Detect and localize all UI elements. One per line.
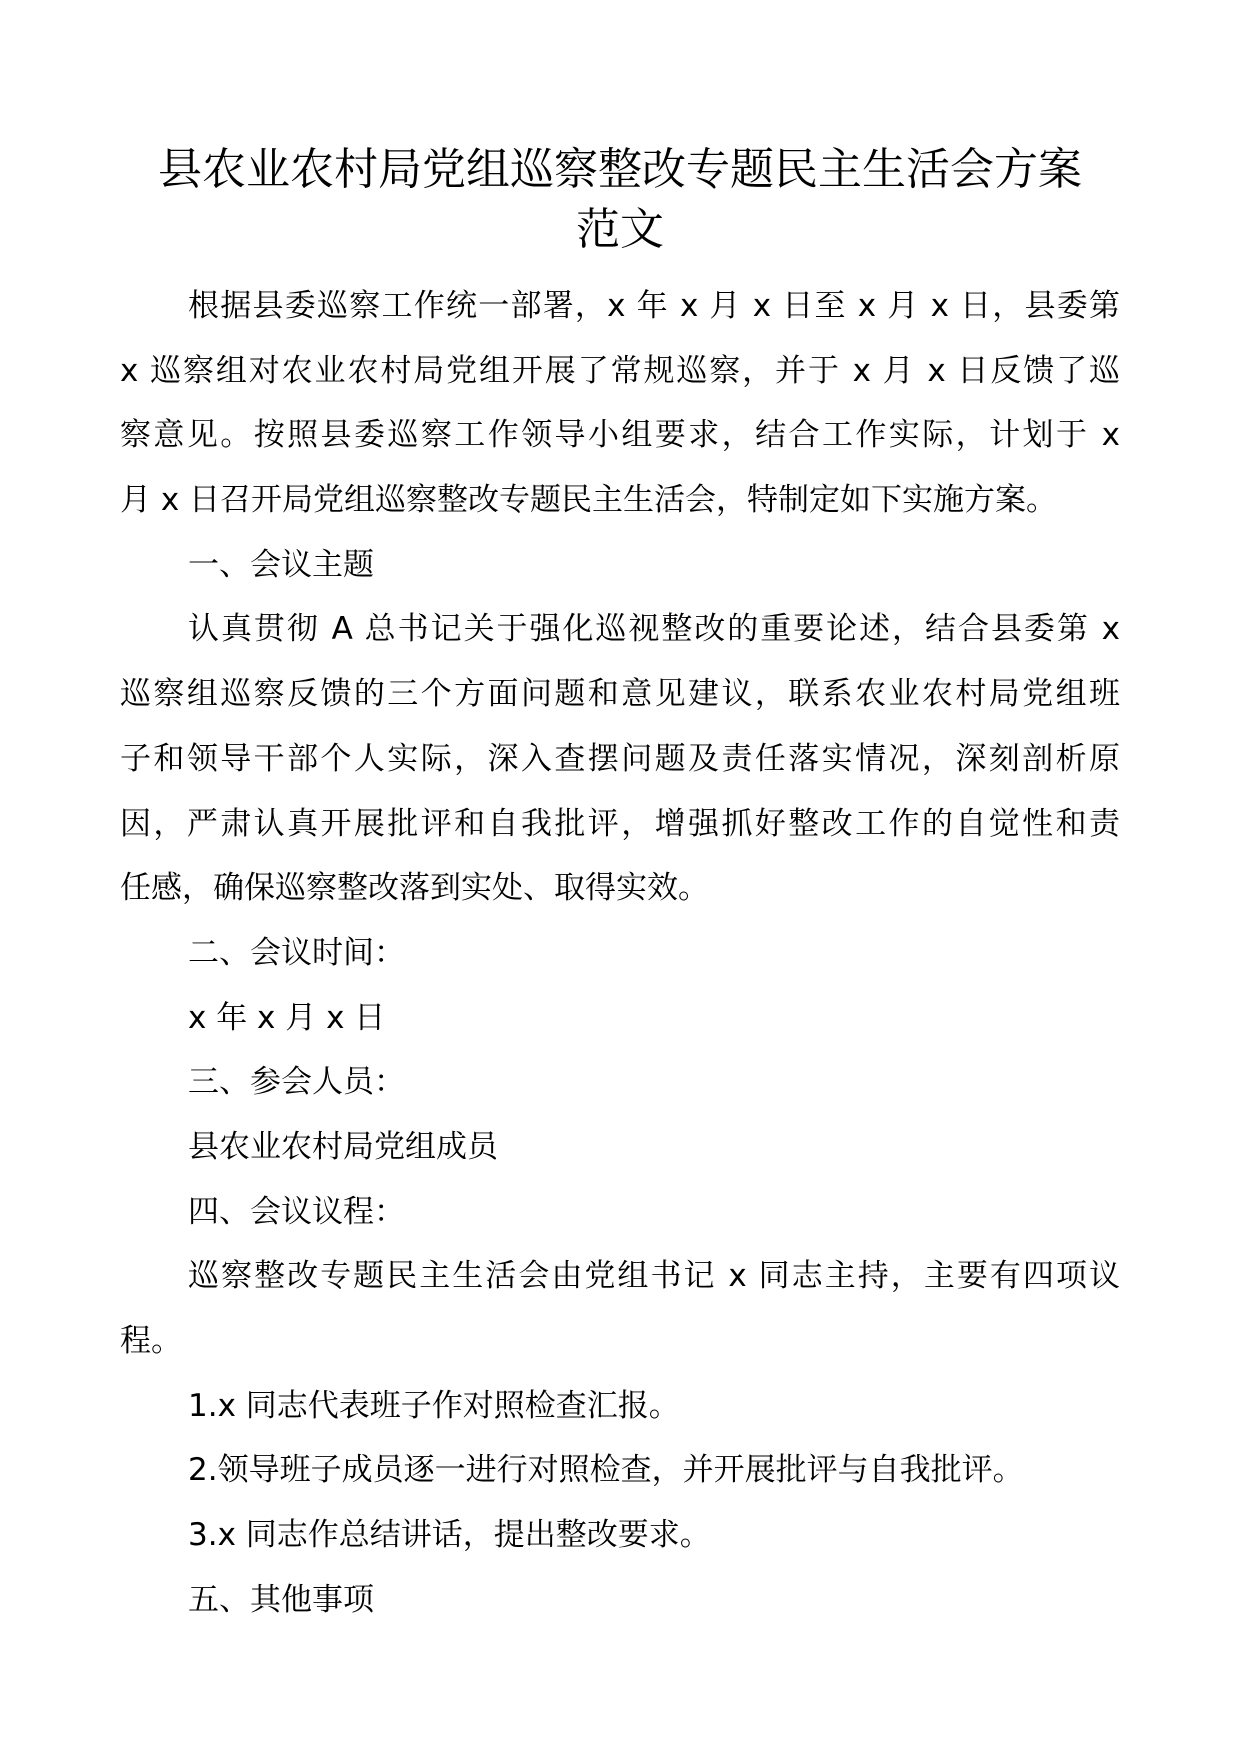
- text-line: 巡察组巡察反馈的三个方面问题和意见建议，联系农业农村局党组班: [120, 676, 1120, 713]
- agenda-item-3: 3.x 同志作总结讲话，提出整改要求。: [188, 1517, 711, 1554]
- agenda-item-1: 1.x 同志代表班子作对照检查汇报。: [188, 1387, 680, 1424]
- section-heading-time: 二、会议时间：: [188, 934, 405, 971]
- text-line: x 巡察组对农业农村局党组开展了常规巡察，并于 x 月 x 日反馈了巡: [120, 352, 1120, 389]
- text-line: 巡察整改专题民主生活会由党组书记 x 同志主持，主要有四项议: [188, 1258, 1120, 1295]
- attendees-text: 县农业农村局党组成员: [188, 1128, 498, 1165]
- section-heading-agenda: 四、会议议程：: [188, 1193, 405, 1230]
- meeting-date: x 年 x 月 x 日: [188, 999, 386, 1036]
- text-line: 察意见。按照县委巡察工作领导小组要求，结合工作实际，计划于 x: [120, 417, 1120, 454]
- text-line: 程。: [120, 1323, 182, 1359]
- paragraph-intro: [120, 274, 1120, 533]
- document-body: [120, 274, 1120, 1632]
- text-line: 因，严肃认真开展批评和自我批评，增强抓好整改工作的自觉性和责: [120, 805, 1120, 842]
- text-line: 月 x 日召开局党组巡察整改专题民主生活会，特制定如下实施方案。: [120, 482, 1058, 519]
- paragraph-agenda: [120, 1244, 1120, 1373]
- text-line: 子和领导干部个人实际，深入查摆问题及责任落实情况，深刻剖析原: [120, 740, 1120, 777]
- paragraph-theme: [120, 597, 1120, 920]
- document-title-line-1: 县农业农村局党组巡察整改专题民主生活会方案: [158, 144, 1082, 195]
- text-line: 任感，确保巡察整改落到实处、取得实效。: [120, 870, 709, 907]
- agenda-item-2: 2.领导班子成员逐一进行对照检查，并开展批评与自我批评。: [188, 1452, 1024, 1489]
- document-title-line-2: 范文: [576, 204, 664, 255]
- text-line: 根据县委巡察工作统一部署，x 年 x 月 x 日至 x 月 x 日，县委第: [188, 288, 1120, 324]
- section-heading-theme: 一、会议主题: [188, 546, 374, 583]
- section-heading-other: 五、其他事项: [188, 1581, 374, 1618]
- text-line: 认真贯彻 A 总书记关于强化巡视整改的重要论述，结合县委第 x: [188, 611, 1120, 648]
- section-heading-attendees: 三、参会人员：: [188, 1064, 405, 1101]
